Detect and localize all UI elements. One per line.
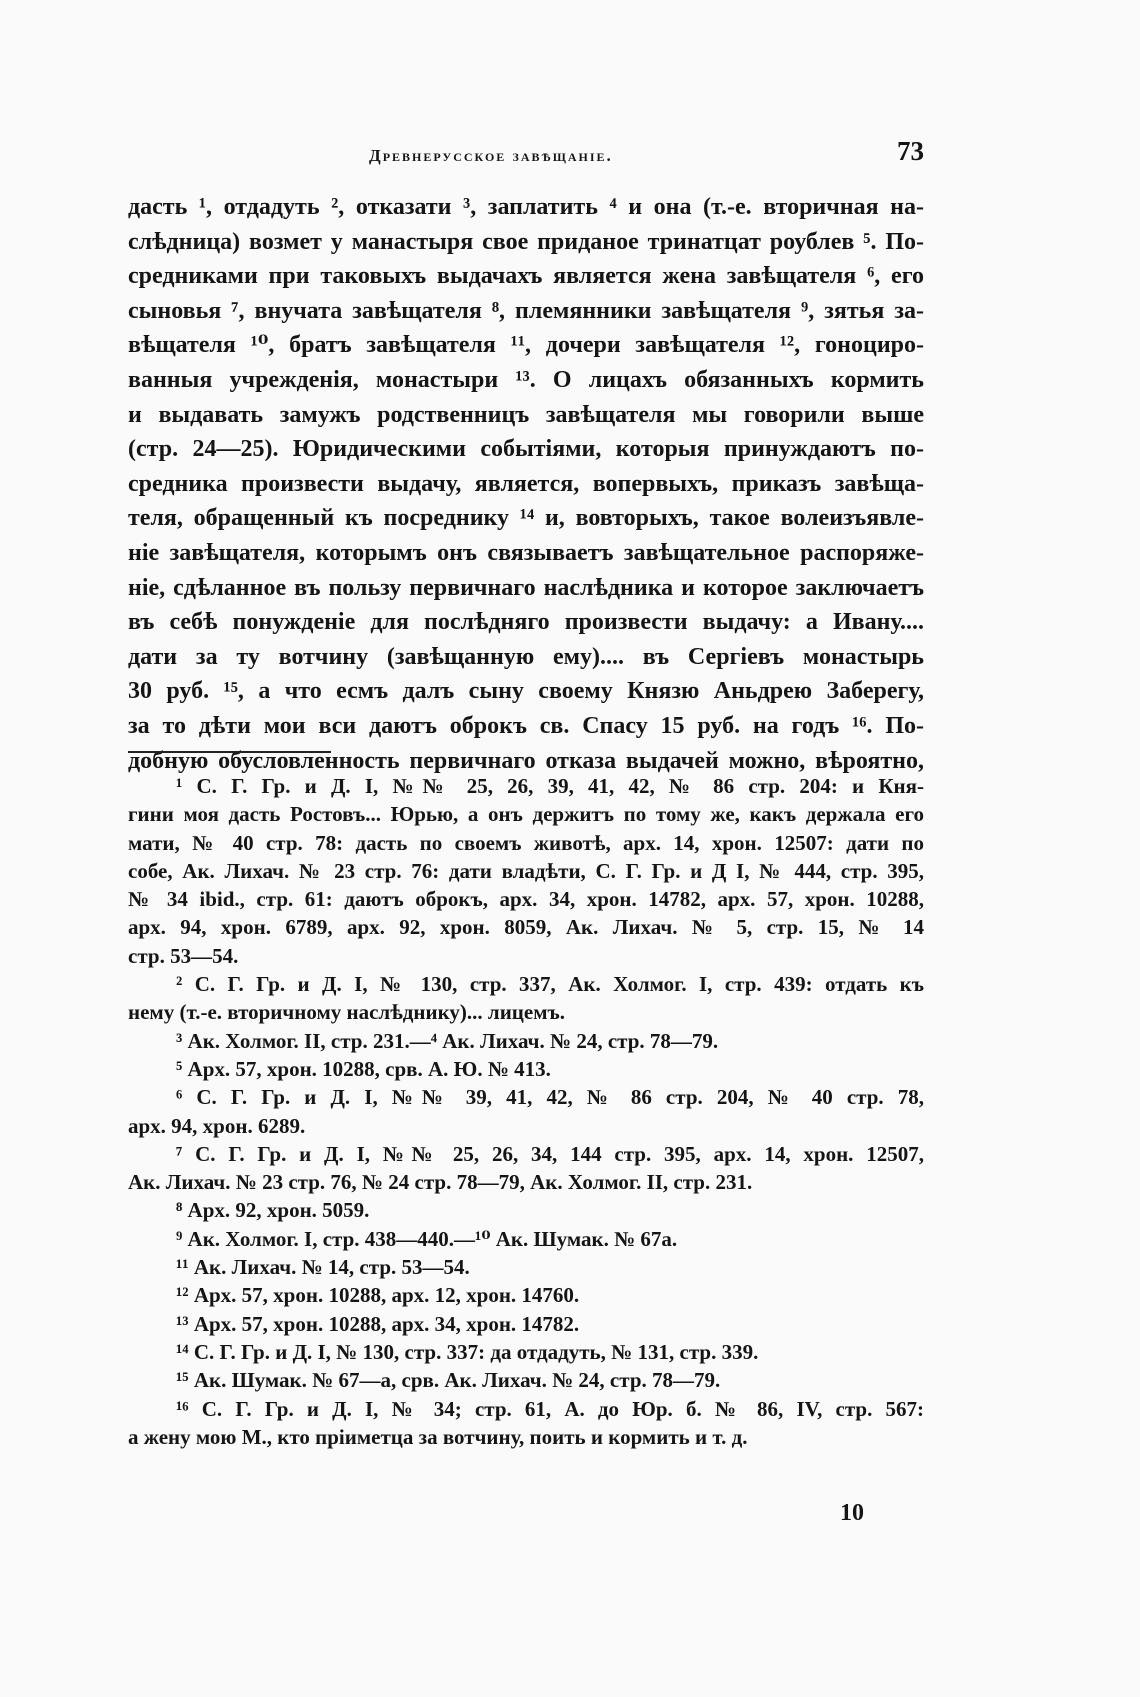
footnote-line: ⁷ С. Г. Гр. и Д. I, №№ 25, 26, 34, 144 стр. 395, арх. 14, хрон. 12507, [176, 1141, 924, 1166]
running-title: Древнерусское завѣщаніе. [369, 146, 613, 165]
footnote-line: нему (т.-е. вторичному наслѣднику)... лицемъ. [128, 1000, 566, 1025]
text-line: въ себѣ понужденіе для послѣдняго произвести выдачу: а Ивану.... [128, 609, 924, 636]
footnote-line: ¹ С. Г. Гр. и Д. I, №№ 25, 26, 39, 41, 42, № 86 стр. 204: и Кня- [176, 774, 924, 798]
footnote-line: ⁵ Арх. 57, хрон. 10288, срв. А. Ю. № 413. [176, 1056, 551, 1081]
footnote-line: ¹³ Арх. 57, хрон. 10288, арх. 34, хрон. 14782. [176, 1311, 580, 1336]
footnotes [128, 772, 924, 1451]
text-line: ванныя учрежденія, монастыри ¹³. О лицахъ обязанныхъ кормить [128, 366, 924, 393]
text-line: средниками при таковыхъ выдачахъ является жена завѣщателя ⁶, его [128, 263, 924, 290]
footnote-line: собе, Ак. Лихач. № 23 стр. 76: дати владѣти, С. Г. Гр. и Д I, № 444, стр. 395, [128, 858, 924, 883]
text-line: ніе завѣщателя, которымъ онъ связываетъ завѣщательное распоряже- [128, 539, 924, 566]
footnote-line: гини моя дасть Ростовъ... Юрью, а онъ держитъ по тому же, какъ держала его [128, 802, 924, 827]
main-text [128, 190, 924, 778]
footnote-line: ¹⁵ Ак. Шумак. № 67—а, срв. Ак. Лихач. № 24, стр. 78—79. [176, 1368, 721, 1393]
text-line: (стр. 24—25). Юридическими событіями, которыя принуждаютъ по- [128, 436, 924, 463]
text-line: сыновья ⁷, внучата завѣщателя ⁸, племянники завѣщателя ⁹, зятья за- [128, 297, 924, 324]
footnote-line: ⁸ Арх. 92, хрон. 5059. [176, 1198, 370, 1223]
footnote-line: ⁹ Ак. Холмог. I, стр. 438—440.—¹⁰ Ак. Шумак. № 67а. [176, 1226, 678, 1251]
footnote-divider [128, 751, 331, 753]
text-line: 30 руб. ¹⁵, а что есмъ далъ сыну своему Князю Аньдрею Заберегу, [128, 678, 924, 705]
footnote-line: ¹⁴ С. Г. Гр. и Д. I, № 130, стр. 337: да отдадуть, № 131, стр. 339. [176, 1339, 759, 1364]
footnote-line: Ак. Лихач. № 23 стр. 76, № 24 стр. 78—79, Ак. Холмог. II, стр. 231. [128, 1170, 753, 1195]
footnote-line: ¹⁶ С. Г. Гр. и Д. I, № 34; стр. 61, А. до Юр. б. № 86, IV, стр. 567: [176, 1396, 924, 1421]
page-header [128, 136, 924, 178]
footnote-line: арх. 94, хрон. 6289. [128, 1113, 306, 1138]
signature-mark: 10 [840, 1500, 864, 1526]
footnote-line: ⁶ С. Г. Гр. и Д. I, №№ 39, 41, 42, № 86 стр. 204, № 40 стр. 78, [176, 1085, 924, 1110]
footnote-line: ¹² Арх. 57, хрон. 10288, арх. 12, хрон. 14760. [176, 1283, 580, 1308]
footnote-line: № 34 ibid., стр. 61: даютъ оброкъ, арх. 34, хрон. 14782, арх. 57, хрон. 10288, [128, 887, 924, 912]
footnote-line: ¹¹ Ак. Лихач. № 14, стр. 53—54. [176, 1255, 470, 1280]
text-line: добную обусловленность первичнаго отказа выдачей можно, вѣроятно, [128, 747, 924, 774]
text-line: теля, обращенный къ посреднику ¹⁴ и, вовторыхъ, такое волеизъявле- [128, 505, 924, 532]
text-line: слѣдница) возмет у манастыря свое приданое тринатцат роублев ⁵. По- [128, 228, 924, 255]
text-line: средника произвести выдачу, является, вопервыхъ, приказъ завѣща- [128, 470, 924, 497]
footnote-line: ² С. Г. Гр. и Д. I, № 130, стр. 337, Ак. Холмог. I, стр. 439: отдать къ [176, 972, 924, 997]
footnote-line: мати, № 40 стр. 78: дасть по своемъ животѣ, арх. 14, хрон. 12507: дати по [128, 830, 924, 855]
text-line: вѣщателя ¹⁰, братъ завѣщателя ¹¹, дочери завѣщателя ¹², гоноциро- [128, 332, 924, 359]
footnote-line: стр. 53—54. [128, 943, 239, 968]
page-number: 73 [897, 136, 924, 166]
footnote-line: ³ Ак. Холмог. II, стр. 231.—⁴ Ак. Лихач. № 24, стр. 78—79. [176, 1028, 719, 1053]
footnote-line: арх. 94, хрон. 6789, арх. 92, хрон. 8059, Ак. Лихач. № 5, стр. 15, № 14 [128, 915, 924, 940]
text-line: дасть ¹, отдадуть ², отказати ³, заплатить ⁴ и она (т.-е. вторичная на- [128, 194, 924, 220]
footnote-line: а жену мою М., кто пріиметца за вотчину, поить и кормить и т. д. [128, 1424, 748, 1449]
text-line: и выдавать замужъ родственницъ завѣщателя мы говорили выше [128, 401, 924, 428]
text-line: ніе, сдѣланное въ пользу первичнаго наслѣдника и которое заключаетъ [128, 574, 924, 601]
text-line: дати за ту вотчину (завѣщанную ему).... въ Сергіевъ монастырь [128, 643, 924, 670]
text-line: за то дѣти мои вси даютъ оброкъ св. Спасу 15 руб. на годъ ¹⁶. По- [128, 712, 924, 739]
